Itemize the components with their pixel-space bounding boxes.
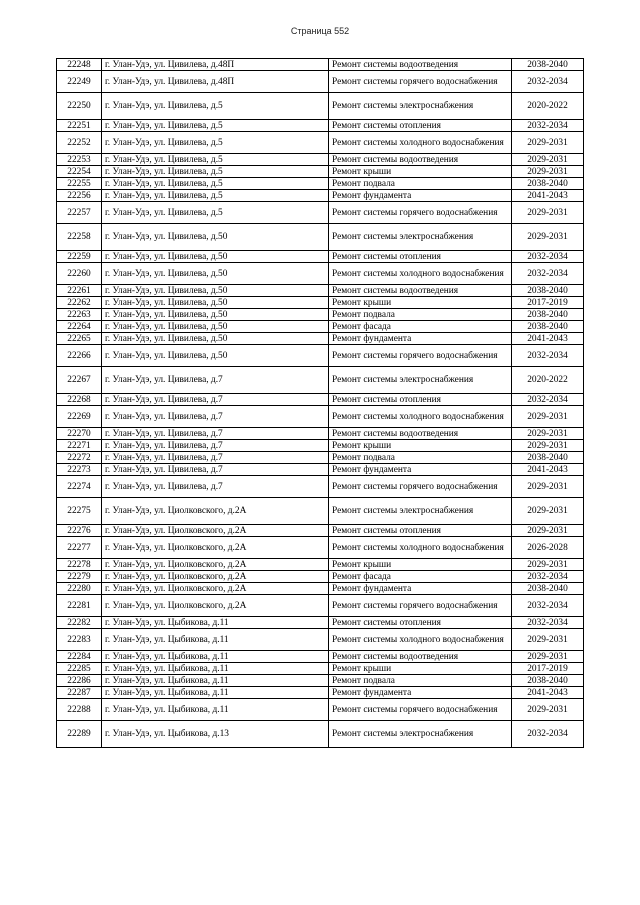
row-address: г. Улан-Удэ, ул. Цивилева, д.50 [102,251,329,263]
row-years: 2038-2040 [512,285,584,297]
row-number: 22262 [57,297,102,309]
row-address: г. Улан-Удэ, ул. Цивилева, д.5 [102,190,329,202]
row-years: 2032-2034 [512,251,584,263]
row-number: 22272 [57,452,102,464]
row-address: г. Улан-Удэ, ул. Цивилева, д.7 [102,367,329,394]
row-years: 2032-2034 [512,71,584,93]
row-address: г. Улан-Удэ, ул. Цивилева, д.7 [102,440,329,452]
row-years: 2041-2043 [512,190,584,202]
table-row [57,178,584,190]
row-address: г. Улан-Удэ, ул. Цивилева, д.5 [102,178,329,190]
row-years: 2041-2043 [512,333,584,345]
row-years: 2038-2040 [512,675,584,687]
table-row [57,595,584,617]
table-row [57,120,584,132]
row-work-type: Ремонт системы водоотведения [329,154,512,166]
row-years: 2032-2034 [512,595,584,617]
row-work-type: Ремонт системы отопления [329,525,512,537]
row-years: 2029-2031 [512,154,584,166]
row-years: 2029-2031 [512,629,584,651]
table-row [57,166,584,178]
row-number: 22281 [57,595,102,617]
row-address: г. Улан-Удэ, ул. Циолковского, д.2А [102,571,329,583]
table-row [57,571,584,583]
page-header: Страница 552 [290,26,350,36]
row-number: 22286 [57,675,102,687]
table-row [57,285,584,297]
row-work-type: Ремонт подвала [329,675,512,687]
row-number: 22289 [57,721,102,748]
row-years: 2029-2031 [512,202,584,224]
row-work-type: Ремонт фундамента [329,333,512,345]
row-years: 2038-2040 [512,309,584,321]
row-years: 2029-2031 [512,498,584,525]
row-address: г. Улан-Удэ, ул. Цивилева, д.5 [102,132,329,154]
row-years: 2032-2034 [512,721,584,748]
row-work-type: Ремонт системы водоотведения [329,651,512,663]
row-years: 2032-2034 [512,571,584,583]
row-number: 22260 [57,263,102,285]
row-number: 22255 [57,178,102,190]
row-address: г. Улан-Удэ, ул. Цивилева, д.50 [102,285,329,297]
row-number: 22288 [57,699,102,721]
row-address: г. Улан-Удэ, ул. Цивилева, д.50 [102,321,329,333]
row-address: г. Улан-Удэ, ул. Цивилева, д.5 [102,154,329,166]
row-number: 22258 [57,224,102,251]
row-work-type: Ремонт системы горячего водоснабжения [329,595,512,617]
row-number: 22250 [57,93,102,120]
row-work-type: Ремонт фасада [329,571,512,583]
row-address: г. Улан-Удэ, ул. Циолковского, д.2А [102,583,329,595]
row-years: 2017-2019 [512,297,584,309]
row-work-type: Ремонт системы водоотведения [329,428,512,440]
row-number: 22278 [57,559,102,571]
row-years: 2029-2031 [512,224,584,251]
row-address: г. Улан-Удэ, ул. Циолковского, д.2А [102,498,329,525]
table-row [57,537,584,559]
row-number: 22254 [57,166,102,178]
row-number: 22253 [57,154,102,166]
row-address: г. Улан-Удэ, ул. Цивилева, д.7 [102,464,329,476]
row-work-type: Ремонт системы горячего водоснабжения [329,699,512,721]
row-work-type: Ремонт фундамента [329,687,512,699]
row-years: 2020-2022 [512,367,584,394]
table-row [57,224,584,251]
row-address: г. Улан-Удэ, ул. Циолковского, д.2А [102,559,329,571]
table-row [57,440,584,452]
table-row [57,498,584,525]
table-row [57,263,584,285]
table-row [57,251,584,263]
row-work-type: Ремонт системы отопления [329,617,512,629]
row-years: 2017-2019 [512,663,584,675]
row-address: г. Улан-Удэ, ул. Циолковского, д.2А [102,525,329,537]
row-work-type: Ремонт системы холодного водоснабжения [329,132,512,154]
row-years: 2032-2034 [512,120,584,132]
row-address: г. Улан-Удэ, ул. Цивилева, д.50 [102,263,329,285]
row-work-type: Ремонт крыши [329,663,512,675]
row-address: г. Улан-Удэ, ул. Цивилева, д.7 [102,406,329,428]
table-row [57,59,584,71]
row-address: г. Улан-Удэ, ул. Циолковского, д.2А [102,537,329,559]
row-number: 22257 [57,202,102,224]
row-years: 2038-2040 [512,178,584,190]
row-number: 22285 [57,663,102,675]
table-row [57,394,584,406]
row-work-type: Ремонт системы электроснабжения [329,93,512,120]
row-address: г. Улан-Удэ, ул. Цивилева, д.7 [102,428,329,440]
row-address: г. Улан-Удэ, ул. Цивилева, д.7 [102,452,329,464]
table-row [57,559,584,571]
repair-schedule-table [56,58,584,748]
table-row [57,675,584,687]
row-years: 2029-2031 [512,428,584,440]
row-work-type: Ремонт системы холодного водоснабжения [329,629,512,651]
row-address: г. Улан-Удэ, ул. Цыбикова, д.11 [102,651,329,663]
table-row [57,452,584,464]
row-address: г. Улан-Удэ, ул. Цивилева, д.50 [102,333,329,345]
row-address: г. Улан-Удэ, ул. Цивилева, д.5 [102,202,329,224]
table-row [57,406,584,428]
row-address: г. Улан-Удэ, ул. Цивилева, д.50 [102,309,329,321]
row-years: 2032-2034 [512,345,584,367]
table-row [57,464,584,476]
table-row [57,367,584,394]
row-work-type: Ремонт подвала [329,309,512,321]
row-number: 22264 [57,321,102,333]
row-years: 2029-2031 [512,476,584,498]
row-number: 22270 [57,428,102,440]
row-number: 22259 [57,251,102,263]
row-address: г. Улан-Удэ, ул. Цивилева, д.7 [102,394,329,406]
row-years: 2029-2031 [512,406,584,428]
table-row [57,721,584,748]
row-number: 22273 [57,464,102,476]
row-number: 22256 [57,190,102,202]
row-number: 22283 [57,629,102,651]
row-work-type: Ремонт системы холодного водоснабжения [329,263,512,285]
row-work-type: Ремонт системы горячего водоснабжения [329,202,512,224]
row-address: г. Улан-Удэ, ул. Цыбикова, д.11 [102,699,329,721]
row-work-type: Ремонт системы отопления [329,251,512,263]
row-work-type: Ремонт системы горячего водоснабжения [329,345,512,367]
row-years: 2032-2034 [512,263,584,285]
row-number: 22266 [57,345,102,367]
row-years: 2032-2034 [512,617,584,629]
row-years: 2029-2031 [512,651,584,663]
table-row [57,202,584,224]
row-number: 22287 [57,687,102,699]
table-body [57,59,584,748]
row-number: 22248 [57,59,102,71]
table-row [57,687,584,699]
row-years: 2038-2040 [512,452,584,464]
row-address: г. Улан-Удэ, ул. Цыбикова, д.11 [102,629,329,651]
row-number: 22284 [57,651,102,663]
row-years: 2029-2031 [512,525,584,537]
table-row [57,132,584,154]
row-work-type: Ремонт крыши [329,440,512,452]
row-years: 2038-2040 [512,321,584,333]
row-number: 22279 [57,571,102,583]
row-number: 22249 [57,71,102,93]
row-years: 2029-2031 [512,440,584,452]
row-work-type: Ремонт системы водоотведения [329,59,512,71]
row-years: 2032-2034 [512,394,584,406]
row-work-type: Ремонт системы водоотведения [329,285,512,297]
row-work-type: Ремонт системы электроснабжения [329,224,512,251]
row-work-type: Ремонт крыши [329,559,512,571]
table-row [57,154,584,166]
table-row [57,93,584,120]
row-number: 22275 [57,498,102,525]
row-address: г. Улан-Удэ, ул. Цивилева, д.48П [102,71,329,93]
row-number: 22276 [57,525,102,537]
row-address: г. Улан-Удэ, ул. Циолковского, д.2А [102,595,329,617]
row-years: 2029-2031 [512,699,584,721]
row-number: 22261 [57,285,102,297]
row-work-type: Ремонт подвала [329,452,512,464]
row-years: 2041-2043 [512,687,584,699]
row-work-type: Ремонт системы электроснабжения [329,721,512,748]
row-work-type: Ремонт фундамента [329,583,512,595]
row-work-type: Ремонт крыши [329,297,512,309]
table-row [57,476,584,498]
row-number: 22271 [57,440,102,452]
table-row [57,629,584,651]
table-row [57,297,584,309]
table-row [57,190,584,202]
row-work-type: Ремонт системы горячего водоснабжения [329,476,512,498]
row-number: 22265 [57,333,102,345]
row-number: 22252 [57,132,102,154]
row-address: г. Улан-Удэ, ул. Цивилева, д.5 [102,120,329,132]
row-number: 22269 [57,406,102,428]
row-work-type: Ремонт крыши [329,166,512,178]
row-number: 22268 [57,394,102,406]
row-address: г. Улан-Удэ, ул. Цыбикова, д.11 [102,663,329,675]
row-address: г. Улан-Удэ, ул. Цыбикова, д.11 [102,617,329,629]
table-row [57,699,584,721]
row-address: г. Улан-Удэ, ул. Цыбикова, д.11 [102,675,329,687]
row-work-type: Ремонт фасада [329,321,512,333]
row-work-type: Ремонт фундамента [329,464,512,476]
row-work-type: Ремонт фундамента [329,190,512,202]
row-work-type: Ремонт системы электроснабжения [329,367,512,394]
table-row [57,663,584,675]
row-work-type: Ремонт системы отопления [329,120,512,132]
row-number: 22274 [57,476,102,498]
table-row [57,617,584,629]
row-work-type: Ремонт системы отопления [329,394,512,406]
table-row [57,345,584,367]
row-address: г. Улан-Удэ, ул. Цивилева, д.48П [102,59,329,71]
row-address: г. Улан-Удэ, ул. Цивилева, д.5 [102,166,329,178]
row-number: 22267 [57,367,102,394]
table-row [57,525,584,537]
row-number: 22251 [57,120,102,132]
row-years: 2029-2031 [512,166,584,178]
row-number: 22282 [57,617,102,629]
row-years: 2020-2022 [512,93,584,120]
row-years: 2038-2040 [512,583,584,595]
row-work-type: Ремонт системы электроснабжения [329,498,512,525]
row-address: г. Улан-Удэ, ул. Цыбикова, д.13 [102,721,329,748]
row-years: 2026-2028 [512,537,584,559]
table-row [57,321,584,333]
table-row [57,333,584,345]
row-number: 22263 [57,309,102,321]
row-years: 2029-2031 [512,559,584,571]
row-work-type: Ремонт подвала [329,178,512,190]
row-address: г. Улан-Удэ, ул. Цивилева, д.50 [102,224,329,251]
row-years: 2041-2043 [512,464,584,476]
row-years: 2038-2040 [512,59,584,71]
table-row [57,71,584,93]
row-work-type: Ремонт системы холодного водоснабжения [329,406,512,428]
row-address: г. Улан-Удэ, ул. Цивилева, д.50 [102,297,329,309]
table-row [57,583,584,595]
row-number: 22280 [57,583,102,595]
row-number: 22277 [57,537,102,559]
row-address: г. Улан-Удэ, ул. Цивилева, д.50 [102,345,329,367]
row-address: г. Улан-Удэ, ул. Цивилева, д.5 [102,93,329,120]
row-work-type: Ремонт системы холодного водоснабжения [329,537,512,559]
row-address: г. Улан-Удэ, ул. Цивилева, д.7 [102,476,329,498]
row-address: г. Улан-Удэ, ул. Цыбикова, д.11 [102,687,329,699]
table-row [57,309,584,321]
table-row [57,651,584,663]
row-years: 2029-2031 [512,132,584,154]
table-row [57,428,584,440]
row-work-type: Ремонт системы горячего водоснабжения [329,71,512,93]
